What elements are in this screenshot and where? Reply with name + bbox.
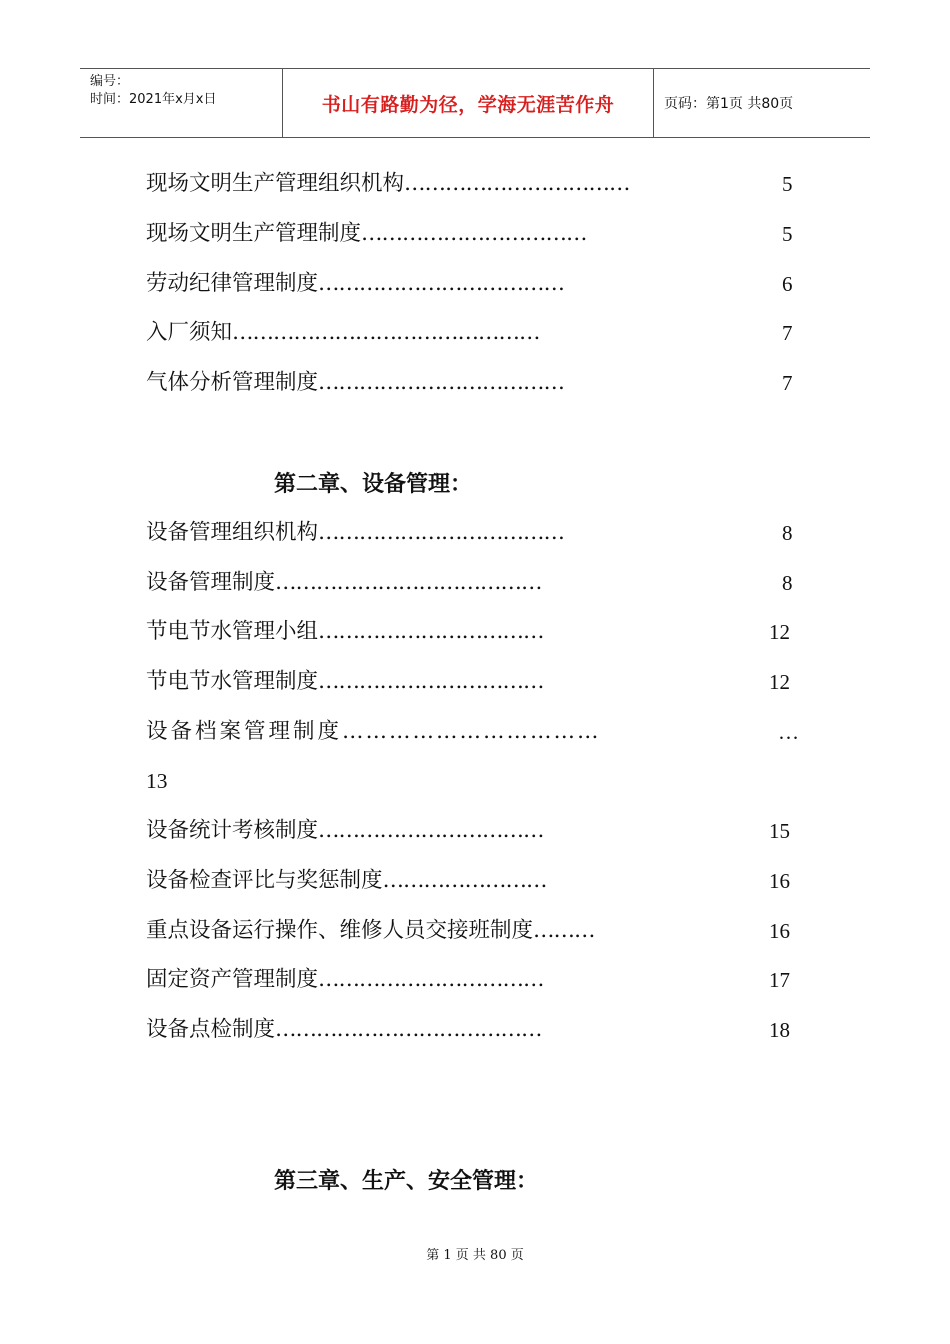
- toc-entry-title: 节电节水管理小组: [146, 619, 319, 644]
- header-page-info: 页码：第1页 共80页: [664, 96, 794, 112]
- toc-leader: ……………………: [382, 868, 547, 893]
- toc-entry: [146, 1015, 542, 1045]
- chapter-heading: 第二章、设备管理：: [274, 471, 473, 497]
- toc-entry-title: 现场文明生产管理组织机构: [146, 171, 405, 196]
- toc-entry: [146, 916, 595, 946]
- toc-page-number: 16: [769, 869, 790, 893]
- toc-entry-title: 重点设备运行操作、维修人员交接班制度: [146, 918, 534, 943]
- toc-entry: [146, 219, 587, 249]
- time-label: 时间：2021年x月x日: [90, 92, 217, 107]
- toc-entry-title: 设备档案管理制度: [146, 719, 343, 744]
- toc-leader: ………………………………………: [232, 320, 540, 345]
- toc-entry-title: 节电节水管理制度: [146, 669, 319, 694]
- toc-entry-title: 固定资产管理制度: [146, 967, 319, 992]
- toc-page-number: 18: [769, 1018, 790, 1042]
- toc-entry-title: 现场文明生产管理制度: [146, 221, 362, 246]
- toc-leader: …………………………………: [275, 570, 542, 595]
- toc-leader: ……………………………: [318, 669, 544, 694]
- toc-page-number: 7: [782, 371, 793, 395]
- toc-entry: [146, 318, 540, 348]
- toc-entry: [146, 269, 564, 299]
- toc-entry: [146, 866, 547, 896]
- page-footer: 第 1 页 共 80 页: [426, 1248, 524, 1263]
- page-header: [80, 68, 870, 138]
- toc-entry: [146, 169, 630, 199]
- toc-page-number: 5: [782, 172, 793, 196]
- toc-entry: [146, 518, 564, 548]
- toc-page-number: 6: [782, 272, 793, 296]
- toc-leader: ………………………………: [318, 520, 565, 545]
- toc-page-number: 7: [782, 321, 793, 345]
- toc-entry: [146, 568, 542, 598]
- header-meta: [80, 69, 283, 137]
- toc-page-number: 5: [782, 222, 793, 246]
- toc-leader: ……………………………: [361, 221, 587, 246]
- toc-page-number: 12: [769, 670, 790, 694]
- toc-entry-title: 设备检查评比与奖惩制度: [146, 868, 383, 893]
- toc-entry: [146, 717, 601, 747]
- toc-leader: ………: [533, 918, 595, 943]
- toc-entry: [146, 617, 544, 647]
- toc-page-number: 12: [769, 620, 790, 644]
- toc-entry: [146, 667, 544, 697]
- toc-entry-continuation: [146, 766, 168, 796]
- toc-page-number: 15: [769, 819, 790, 843]
- toc-entry-title: 设备管理制度: [146, 570, 276, 595]
- toc-entry-title: 设备管理组织机构: [146, 520, 319, 545]
- chapter-heading: 第三章、生产、安全管理：: [274, 1168, 539, 1194]
- toc-entry-title: 入厂须知: [146, 320, 233, 345]
- toc-entry-title: 气体分析管理制度: [146, 370, 319, 395]
- toc-page-number: 8: [782, 571, 793, 595]
- toc-leader: ………………………………: [318, 370, 565, 395]
- toc-entry-title: 设备点检制度: [146, 1017, 276, 1042]
- toc-leader: ……………………………: [404, 171, 630, 196]
- toc-leader: ……………………………: [318, 818, 544, 843]
- toc-entry-title: 设备统计考核制度: [146, 818, 319, 843]
- toc-entry: [146, 816, 544, 846]
- toc-page-number: 8: [782, 521, 793, 545]
- toc-leader: ……………………………: [342, 719, 601, 744]
- toc-page-number: 17: [769, 968, 790, 992]
- toc-page-number: 16: [769, 919, 790, 943]
- toc-leader: ……………………………: [318, 967, 544, 992]
- toc-entry-title: 13: [146, 769, 168, 793]
- toc-page-number: …: [778, 720, 799, 744]
- code-label: 编号：: [90, 74, 130, 89]
- toc-leader: ……………………………: [318, 619, 544, 644]
- toc-entry: [146, 368, 564, 398]
- header-motto: 书山有路勤为径，学海无涯苦作舟: [283, 69, 654, 137]
- toc-entry: [146, 965, 544, 995]
- toc-leader: ………………………………: [318, 271, 565, 296]
- toc-entry-title: 劳动纪律管理制度: [146, 271, 319, 296]
- toc-leader: …………………………………: [275, 1017, 542, 1042]
